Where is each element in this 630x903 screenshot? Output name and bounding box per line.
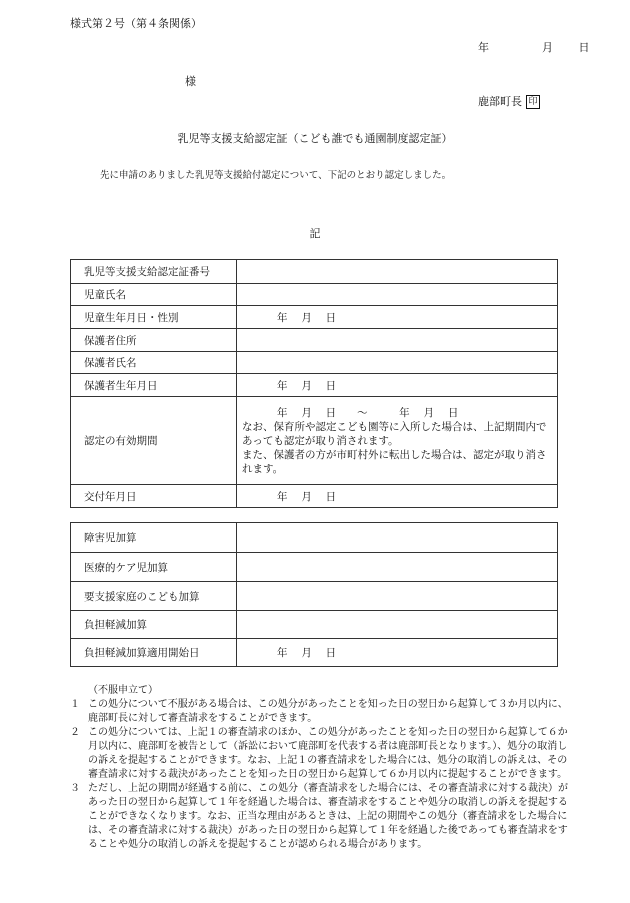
row-label: 保護者氏名: [71, 352, 237, 374]
row-value: [237, 329, 558, 352]
table-row: [71, 485, 558, 508]
row-value: [237, 352, 558, 374]
issue-date-label: 交付年月日: [71, 485, 237, 508]
table-row: [71, 374, 558, 397]
row-label: 乳児等支援支給認定証番号: [71, 260, 237, 284]
intro-text: 先に申請のありました乳児等支援給付認定について、下記のとおり認定しました。: [100, 170, 452, 181]
validity-row: [71, 397, 558, 485]
additions-table: [70, 522, 558, 667]
issuer: [478, 93, 540, 109]
validity-period: 年 月 日 ～ 年 月 日: [277, 406, 459, 419]
issuer-name: 鹿部町長: [478, 95, 522, 108]
table-row: [71, 582, 558, 611]
row-value: 年 月 日: [237, 306, 558, 329]
issue-date-line: [478, 39, 590, 55]
table-row: [71, 284, 558, 306]
table-row: [71, 306, 558, 329]
row-value: [237, 582, 558, 611]
row-value: 年 月 日: [237, 374, 558, 397]
appeal-item: [70, 726, 570, 782]
table-row: [71, 639, 558, 667]
row-label: 児童氏名: [71, 284, 237, 306]
row-label: 障害児加算: [71, 523, 237, 553]
appeal-notes: [70, 684, 570, 852]
appeal-item-text: ただし、上記の期間が経過する前に、この処分（審査請求をした場合には、その審査請求に対する裁決）があった日の翌日から起算して１年を経過した場合は、審査請求をすることや処分の取消しの訴えを提起することができなくなります。なお、正当な理由があるときは、上記の期間やこの処分（審査請求をした場合には、その審査請求に対する裁決）があった日の翌日から起算して１年を経過した後であっても審査請求をすることや処分の取消しの訴えを提起することが認められる場合があります。: [88, 783, 568, 850]
date-day: 日: [578, 41, 590, 54]
row-label: 負担軽減加算適用開始日: [71, 639, 237, 667]
table-row: [71, 523, 558, 553]
appeal-item-number: １: [70, 699, 80, 710]
row-label: 保護者住所: [71, 329, 237, 352]
validity-note-2: また、保護者の方が市町村外に転出した場合は、認定が取り消されます。: [242, 448, 547, 475]
appeal-item-number: ３: [70, 783, 80, 794]
appeal-item-text: この処分について不服がある場合は、この処分があったことを知った日の翌日から起算して３か月以内に、鹿部町長に対して審査請求をすることができます。: [88, 699, 568, 724]
row-value: [237, 523, 558, 553]
row-value: [237, 260, 558, 284]
table-row: [71, 329, 558, 352]
date-year: 年: [478, 41, 489, 54]
table-row: [71, 260, 558, 284]
row-label: 医療的ケア児加算: [71, 553, 237, 582]
issue-date-value: 年 月 日: [237, 485, 558, 508]
seal-mark: 印: [526, 95, 540, 109]
form-number: 様式第２号（第４条関係）: [70, 17, 202, 30]
row-value: [237, 284, 558, 306]
appeal-item-text: この処分については、上記１の審査請求のほか、この処分があったことを知った日の翌日から起算して６か月以内に、鹿部町を被告として（訴訟において鹿部町を代表する者は鹿部町長となります。）、処分の取消しの訴えを提起することができます。なお、上記１の審査請求をした場合には、処分の取消しの訴えは、その審査請求に対する裁決があったことを知った日の翌日から起算して６か月以内に提起することができます。: [88, 727, 568, 780]
row-label: 負担軽減加算: [71, 611, 237, 639]
date-month: 月: [542, 41, 553, 54]
certificate-table: [70, 259, 558, 508]
appeal-item-number: ２: [70, 727, 80, 738]
row-value: [237, 611, 558, 639]
document-title: 乳児等支援支給認定証（こども誰でも通園制度認定証）: [177, 132, 453, 145]
validity-label: 認定の有効期間: [71, 397, 237, 485]
table-row: [71, 553, 558, 582]
row-value: [237, 553, 558, 582]
appeal-item: [70, 698, 570, 726]
table-row: [71, 352, 558, 374]
table-row: [71, 611, 558, 639]
row-label: 要支援家庭のこども加算: [71, 582, 237, 611]
row-value: 年 月 日: [237, 639, 558, 667]
appeal-heading: （不服申立て）: [88, 685, 158, 696]
ki-heading: 記: [309, 227, 321, 240]
appeal-item: [70, 782, 570, 852]
addressee-suffix: 様: [185, 75, 196, 88]
validity-value: [237, 397, 558, 485]
row-label: 児童生年月日・性別: [71, 306, 237, 329]
validity-note-1: なお、保育所や認定こども園等に入所した場合は、上記期間内であっても認定が取り消されます。: [242, 420, 547, 447]
row-label: 保護者生年月日: [71, 374, 237, 397]
